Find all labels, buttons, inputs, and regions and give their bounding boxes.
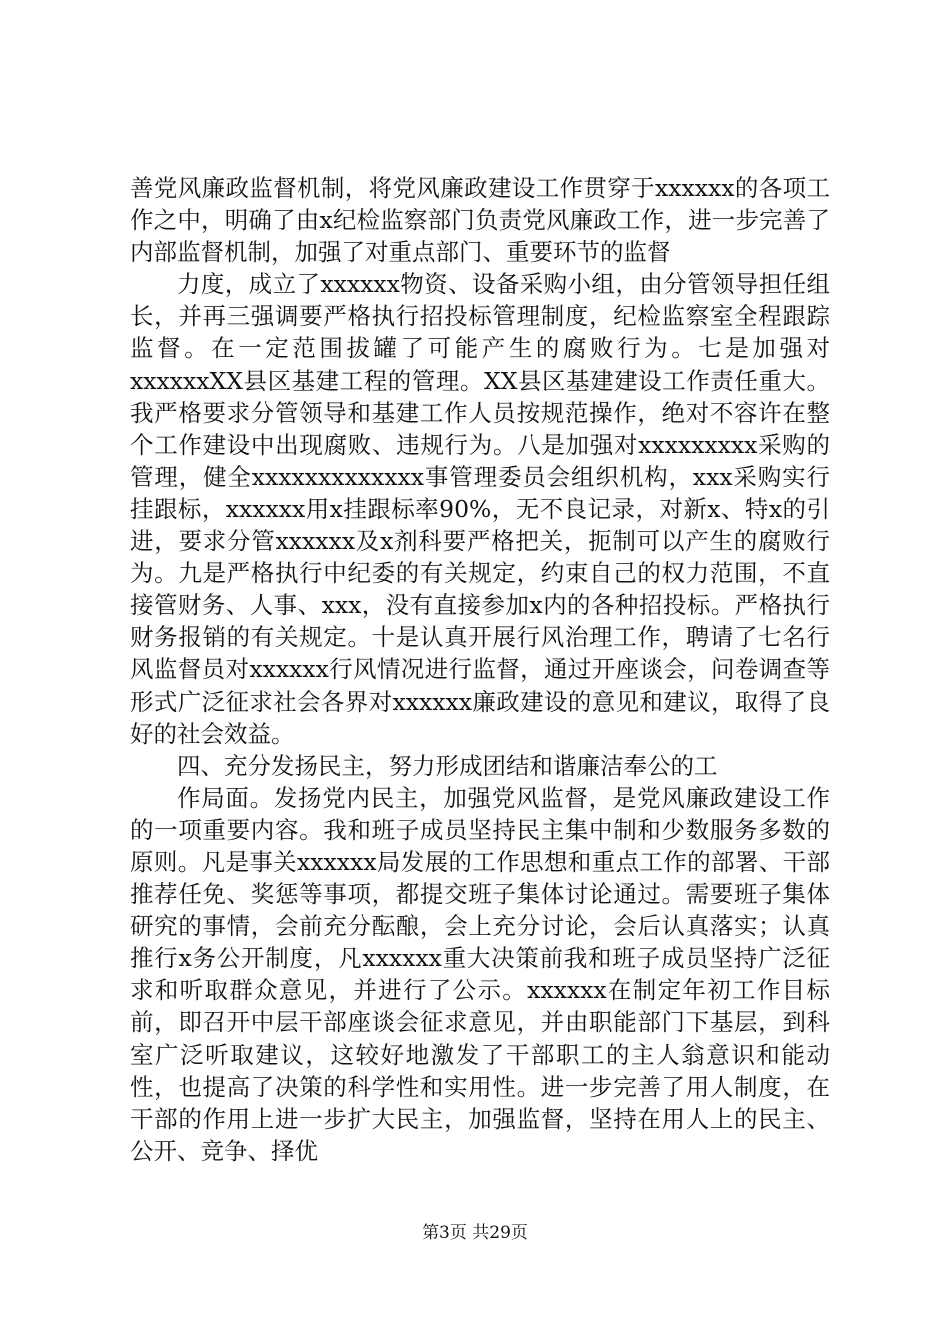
paragraph-2: 力度，成立了xxxxxx物资、设备采购小组，由分管领导担任组长，并再三强调要严格执行招投标管理制度，纪检监察室全程跟踪监督。在一定范围拔罐了可能产生的腐败行为。七是加强对xxxxxxXX县区基建工程的管理。XX县区基建建设工作责任重大。我严格要求分管领导和基建工作人员按规范操作，绝对不容许在整个工作建设中出现腐败、违规行为。八是加强对xxxxxxxxx采购的管理，健全xxxxxxxxxxxxx事管理委员会组织机构，xxx采购实行挂跟标，xxxxxx用x挂跟标率90%，无不良记录，对新x、特x的引进，要求分管xxxxxx及x剂科要严格把关，扼制可以产生的腐败行为。九是严格执行中纪委的有关规定，约束自己的权力范围，不直接管财务、人事、xxx，没有直接参加x内的各种招投标。严格执行财务报销的有关规定。十是认真开展行风治理工作，聘请了七名行风监督员对xxxxxx行风情况进行监督，通过开座谈会，问卷调查等形式广泛征求社会各界对xxxxxx廉政建设的意见和建议，取得了良好的社会效益。 (130, 270, 830, 748)
document-body (130, 172, 830, 1167)
paragraph-1: 善党风廉政监督机制，将党风廉政建设工作贯穿于xxxxxx的各项工作之中，明确了由x纪检监察部门负责党风廉政工作，进一步完善了内部监督机制，加强了对重点部门、重要环节的监督 (130, 174, 830, 267)
page-number-footer: 第3页 共29页 (422, 1223, 528, 1243)
paragraph-3-heading: 四、充分发扬民主，努力形成团结和谐廉洁奉公的工 (177, 751, 718, 780)
paragraph-4: 作局面。发扬党内民主，加强党风监督，是党风廉政建设工作的一项重要内容。我和班子成员坚持民主集中制和少数服务多数的原则。凡是事关xxxxxx局发展的工作思想和重点工作的部署、干部推荐任免、奖惩等事项，都提交班子集体讨论通过。需要班子集体研究的事情，会前充分酝酿，会上充分讨论，会后认真落实；认真推行x务公开制度，凡xxxxxx重大决策前我和班子成员坚持广泛征求和听取群众意见，并进行了公示。xxxxxx在制定年初工作目标前，即召开中层干部座谈会征求意见，并由职能部门下基层，到科室广泛听取建议，这较好地激发了干部职工的主人翁意识和能动性，也提高了决策的科学性和实用性。进一步完善了用人制度，在干部的作用上进一步扩大民主，加强监督，坚持在用人上的民主、公开、竞争、择优 (130, 783, 830, 1165)
